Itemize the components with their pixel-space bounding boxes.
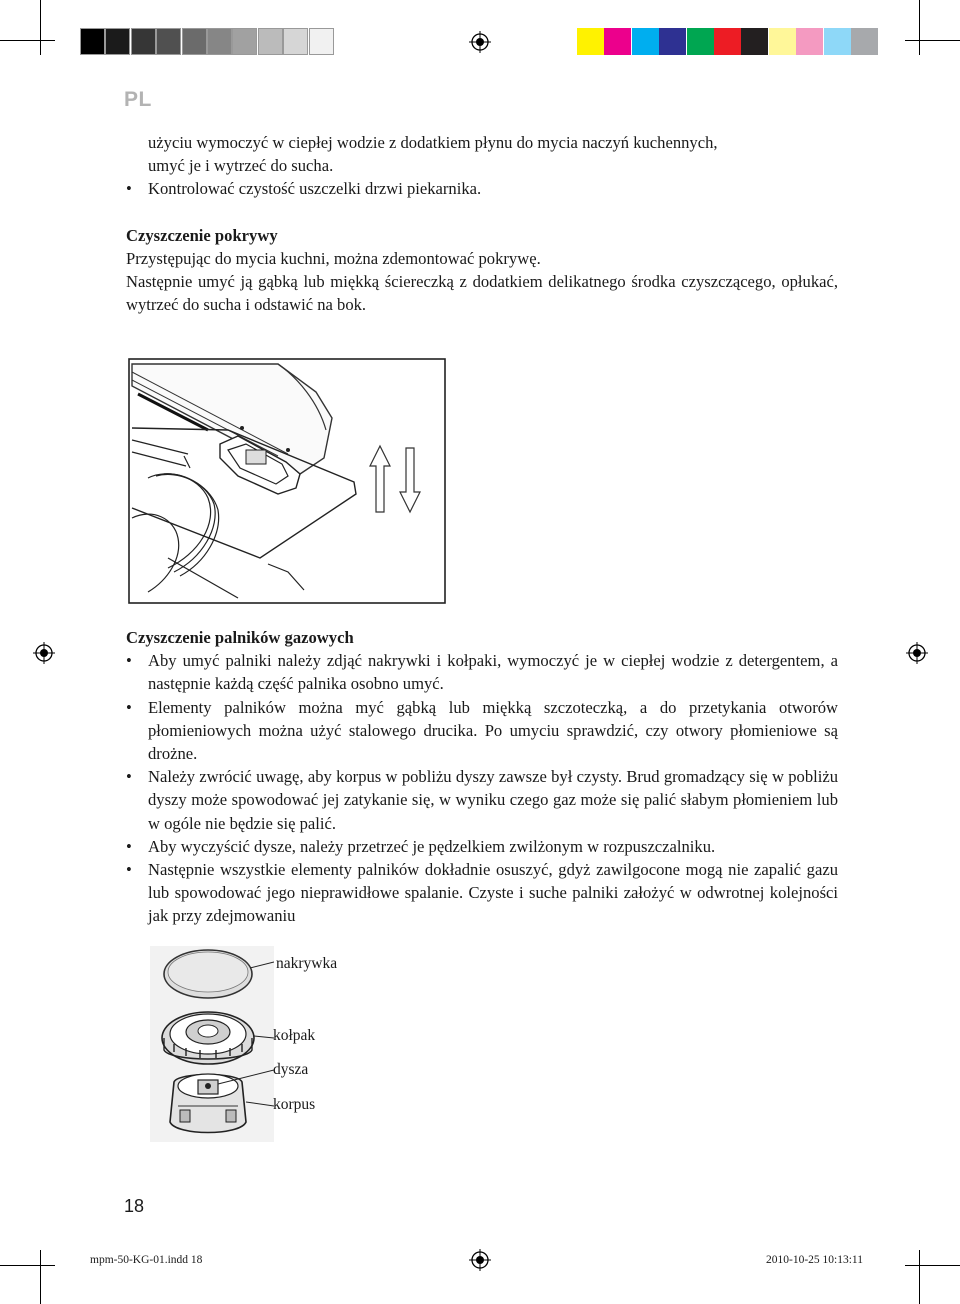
burners-text-block <box>126 626 838 928</box>
grey-swatch <box>283 28 308 55</box>
crop-mark <box>40 0 41 55</box>
crop-mark <box>0 40 55 41</box>
burners-heading: Czyszczenie palników gazowych <box>126 628 354 647</box>
registration-mark-icon <box>469 1249 491 1271</box>
grey-swatch <box>232 28 257 55</box>
bullet-item <box>126 858 838 928</box>
bullet-mark: • <box>126 767 132 787</box>
bullet-mark: • <box>126 697 132 717</box>
bullet-item <box>126 835 838 858</box>
lid-paragraph: Następnie umyć ją gąbką lub miękką ściereczką z dodatkiem delikatnego środka czyszczącego, opłukać, wytrzeć do sucha i odstawić na bok. <box>126 272 838 315</box>
bullet-text: Aby umyć palniki należy zdjąć nakrywki i kołpaki, wymoczyć je w ciepłej wodzie z detergentem, a następnie każdą część palnika osobno umyć. <box>148 651 838 694</box>
color-swatch <box>769 28 796 55</box>
color-swatch <box>741 28 768 55</box>
label-korpus: korpus <box>273 1096 316 1113</box>
label-kolpak: kołpak <box>273 1027 316 1044</box>
label-nakrywka: nakrywka <box>276 955 338 972</box>
bullet-text: Należy zwrócić uwagę, aby korpus w pobliżu dyszy zawsze był czysty. Brud gromadzący się w pobliżu dyszy może spowodować jej zatykanie się, w wyniku czego gaz może się palić słabym płomieniem lub w ogóle nie będzie się palić. <box>148 767 838 833</box>
upper-text-block <box>126 131 838 316</box>
crop-mark <box>919 1250 920 1304</box>
footer-file-name: mpm-50-KG-01.indd 18 <box>90 1254 203 1266</box>
grey-swatch <box>309 28 334 55</box>
crop-mark <box>905 1265 960 1266</box>
crop-mark <box>0 1265 55 1266</box>
color-swatch <box>604 28 631 55</box>
grey-swatch <box>105 28 130 55</box>
lid-heading: Czyszczenie pokrywy <box>126 225 278 245</box>
label-dysza: dysza <box>273 1061 309 1078</box>
bullet-mark: • <box>126 836 132 856</box>
intro-line: umyć je i wytrzeć do sucha. <box>148 156 334 176</box>
lid-paragraph: Przystępując do mycia kuchni, można zdemontować pokrywę. <box>126 248 541 268</box>
footer-timestamp: 2010-10-25 10:13:11 <box>766 1254 863 1266</box>
intro-line: użyciu wymoczyć w ciepłej wodzie z dodatkiem płynu do mycia naczyń kuchennych, <box>148 133 718 152</box>
bullet-item <box>126 696 838 766</box>
page-number: 18 <box>124 1196 145 1216</box>
bullet-item <box>126 177 838 200</box>
grey-swatch <box>156 28 181 55</box>
bullet-item <box>126 649 838 695</box>
color-swatch <box>824 28 851 55</box>
color-swatch <box>851 28 878 55</box>
registration-mark-icon <box>469 31 491 53</box>
bullet-mark: • <box>126 651 132 671</box>
crop-mark <box>919 0 920 55</box>
color-swatch <box>659 28 686 55</box>
bullet-text: Kontrolować czystość uszczelki drzwi piekarnika. <box>148 179 482 199</box>
bullet-text: Elementy palników można myć gąbką lub miękką szczoteczką, a do przetykania otworów płomieniowych można użyć stalowego drucika. Po umyciu sprawdzić, czy otwory płomieniowe są drożne. <box>148 697 838 764</box>
crop-mark <box>905 40 960 41</box>
grey-swatch <box>131 28 156 55</box>
bullet-mark: • <box>126 860 132 880</box>
language-tag: PL <box>124 88 152 111</box>
crop-mark <box>40 1250 41 1304</box>
bullet-mark: • <box>126 179 132 199</box>
color-swatch <box>632 28 659 55</box>
bullet-item <box>126 765 838 835</box>
color-swatch <box>714 28 741 55</box>
grey-swatch <box>207 28 232 55</box>
color-swatch <box>577 28 604 55</box>
grey-swatch <box>182 28 207 55</box>
color-swatch <box>687 28 714 55</box>
color-swatch <box>796 28 823 55</box>
registration-mark-icon <box>33 642 55 664</box>
registration-mark-icon <box>906 642 928 664</box>
grey-swatch <box>80 28 105 55</box>
lid-removal-illustration <box>128 358 446 604</box>
bullet-text: Aby wyczyścić dysze, należy przetrzeć je pędzelkiem zwilżonym w rozpuszczalniku. <box>148 836 716 856</box>
grey-swatch <box>258 28 283 55</box>
burner-parts-illustration <box>150 946 274 1142</box>
bullet-text: Następnie wszystkie elementy palników dokładnie osuszyć, gdyż zawilgocone mogą nie zapalić gazu lub spowodować jego nieprawidłowe spalanie. Czyste i suche palniki założyć w odwrotnej kolejności jak przy zdejmowaniu <box>148 860 838 926</box>
